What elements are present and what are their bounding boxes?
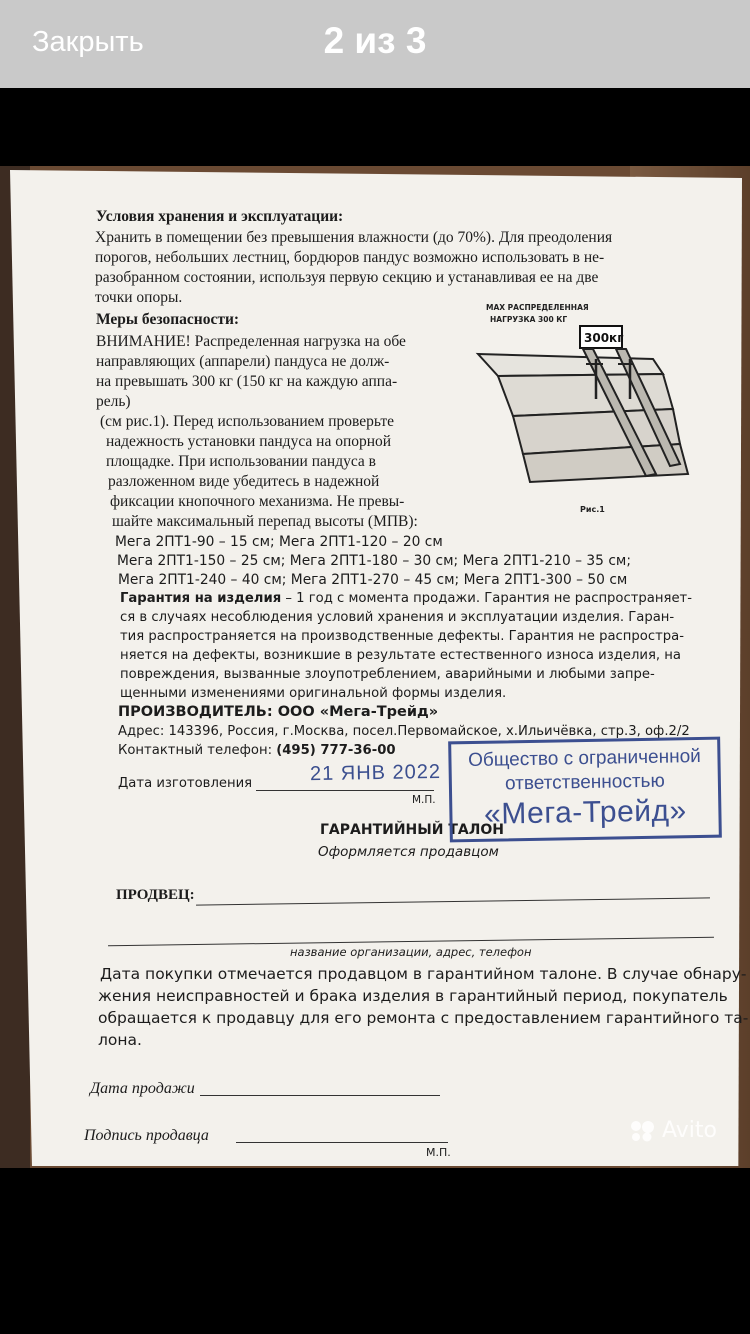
warranty-text: – 1 год с момента продажи. Гарантия не распространяет- bbox=[281, 591, 692, 606]
figure-label-line1: MAX РАСПРЕДЕЛЕННАЯ bbox=[486, 304, 589, 312]
seller-signature-label: Подпись продавца bbox=[84, 1127, 209, 1144]
storage-line: Хранить в помещении без превышения влажности (до 70%). Для преодоления bbox=[95, 229, 613, 246]
figure-label-line2: НАГРУЗКА 300 КГ bbox=[490, 315, 568, 324]
mp-mark-bottom: М.П. bbox=[426, 1146, 451, 1159]
viewer-header bbox=[0, 0, 750, 88]
model-line: Мега 2ПТ1-150 – 25 см; Мега 2ПТ1-180 – 30 см; Мега 2ПТ1-210 – 35 см; bbox=[117, 553, 631, 569]
manufacture-date-stamp: 21 ЯНВ 2022 bbox=[309, 760, 442, 786]
safety-line: фиксации кнопочного механизма. Не превы- bbox=[110, 493, 405, 510]
warranty-line: ся в случаях несоблюдения условий хранения и эксплуатации изделия. Гаран- bbox=[120, 610, 675, 625]
manufacture-date-label: Дата изготовления bbox=[118, 776, 253, 791]
address: Адрес: 143396, Россия, г.Москва, посел.Первомайское, х.Ильичёвка, стр.3, оф.2/2 bbox=[118, 724, 690, 739]
warranty-line bbox=[120, 591, 692, 607]
safety-line: рель) bbox=[96, 393, 131, 410]
seller-line bbox=[196, 897, 710, 905]
safety-line: разложенном виде убедитесь в надежной bbox=[108, 473, 380, 490]
photo-viewport[interactable] bbox=[0, 166, 750, 1168]
safety-line: надежность установки пандуса на опорной bbox=[106, 433, 392, 450]
watermark-text: Avito bbox=[662, 1118, 717, 1143]
safety-title: Меры безопасности: bbox=[96, 311, 240, 328]
safety-line: направляющих (аппарели) пандуса не долж- bbox=[96, 353, 390, 370]
phone-label: Контактный телефон: bbox=[118, 743, 277, 758]
storage-line: порогов, небольших лестниц, бордюров пандус возможно использовать в не- bbox=[95, 249, 605, 266]
sale-date-label: Дата продажи bbox=[90, 1080, 195, 1097]
purchase-note-line: жения неисправностей и брака изделия в гарантийный период, покупатель bbox=[98, 987, 728, 1005]
storage-title: Условия хранения и эксплуатации: bbox=[96, 208, 344, 225]
avito-watermark bbox=[630, 1118, 717, 1143]
ramp-drawing bbox=[478, 349, 688, 482]
stamp-company: «Мега-Трейд» bbox=[483, 794, 687, 831]
purchase-note-line: лона. bbox=[98, 1031, 142, 1049]
warranty-line: тия распространяется на производственные дефекты. Гарантия не распростра- bbox=[120, 629, 685, 644]
storage-line: точки опоры. bbox=[95, 289, 183, 306]
warranty-card-title: ГАРАНТИЙНЫЙ ТАЛОН bbox=[320, 822, 504, 838]
image-counter: 2 из 3 bbox=[323, 20, 427, 61]
seller-caption: название организации, адрес, телефон bbox=[290, 945, 532, 959]
warranty-title: Гарантия на изделия bbox=[120, 591, 282, 606]
seller-signature-line bbox=[236, 1142, 448, 1143]
stamp-line: ответственностью bbox=[504, 770, 665, 795]
warranty-line: повреждения, вызванные злоупотреблением, аварийными и любыми запре- bbox=[120, 667, 655, 682]
warranty-card-subtitle: Оформляется продавцом bbox=[318, 844, 499, 860]
warranty-line: щенными изменениями оригинальной формы изделия. bbox=[120, 686, 507, 701]
purchase-note-line: Дата покупки отмечается продавцом в гарантийном талоне. В случае обнару- bbox=[100, 965, 747, 983]
figure-caption: Рис.1 bbox=[580, 505, 605, 514]
safety-line: шайте максимальный перепад высоты (МПВ): bbox=[112, 513, 418, 530]
safety-line: площадке. При использовании пандуса в bbox=[106, 453, 376, 470]
mp-mark: М.П. bbox=[412, 794, 436, 806]
safety-line: (см рис.1). Перед использованием проверьте bbox=[100, 413, 394, 430]
manufacture-date-line bbox=[256, 790, 434, 791]
purchase-note-line: обращается к продавцу для его ремонта с предоставлением гарантийного та- bbox=[98, 1009, 749, 1027]
ramp-figure bbox=[468, 304, 693, 519]
model-line: Мега 2ПТ1-90 – 15 см; Мега 2ПТ1-120 – 20 см bbox=[115, 534, 443, 550]
seller-label: ПРОДВЕЦ: bbox=[116, 887, 195, 903]
weight-box-label: 300кг bbox=[584, 331, 624, 345]
safety-line: ВНИМАНИЕ! Распределенная нагрузка на обе bbox=[96, 333, 406, 350]
warranty-line: няется на дефекты, возникшие в результате естественного износа изделия, на bbox=[120, 648, 681, 663]
safety-line: на превышать 300 кг (150 кг на каждую аппа- bbox=[96, 373, 398, 390]
sale-date-line bbox=[200, 1095, 440, 1096]
manufacturer: ПРОИЗВОДИТЕЛЬ: ООО «Мега-Трейд» bbox=[118, 704, 439, 720]
stamp-line: Общество с ограниченной bbox=[467, 745, 701, 772]
storage-line: разобранном состоянии, используя первую секцию и устанавливая ее на две bbox=[95, 269, 599, 286]
close-button[interactable]: Закрыть bbox=[32, 26, 144, 58]
model-line: Мега 2ПТ1-240 – 40 см; Мега 2ПТ1-270 – 45 см; Мега 2ПТ1-300 – 50 см bbox=[118, 572, 628, 588]
phone-value: (495) 777-36-00 bbox=[276, 743, 396, 758]
avito-logo-icon bbox=[630, 1120, 656, 1142]
phone-row bbox=[118, 743, 396, 759]
company-stamp bbox=[448, 737, 722, 843]
